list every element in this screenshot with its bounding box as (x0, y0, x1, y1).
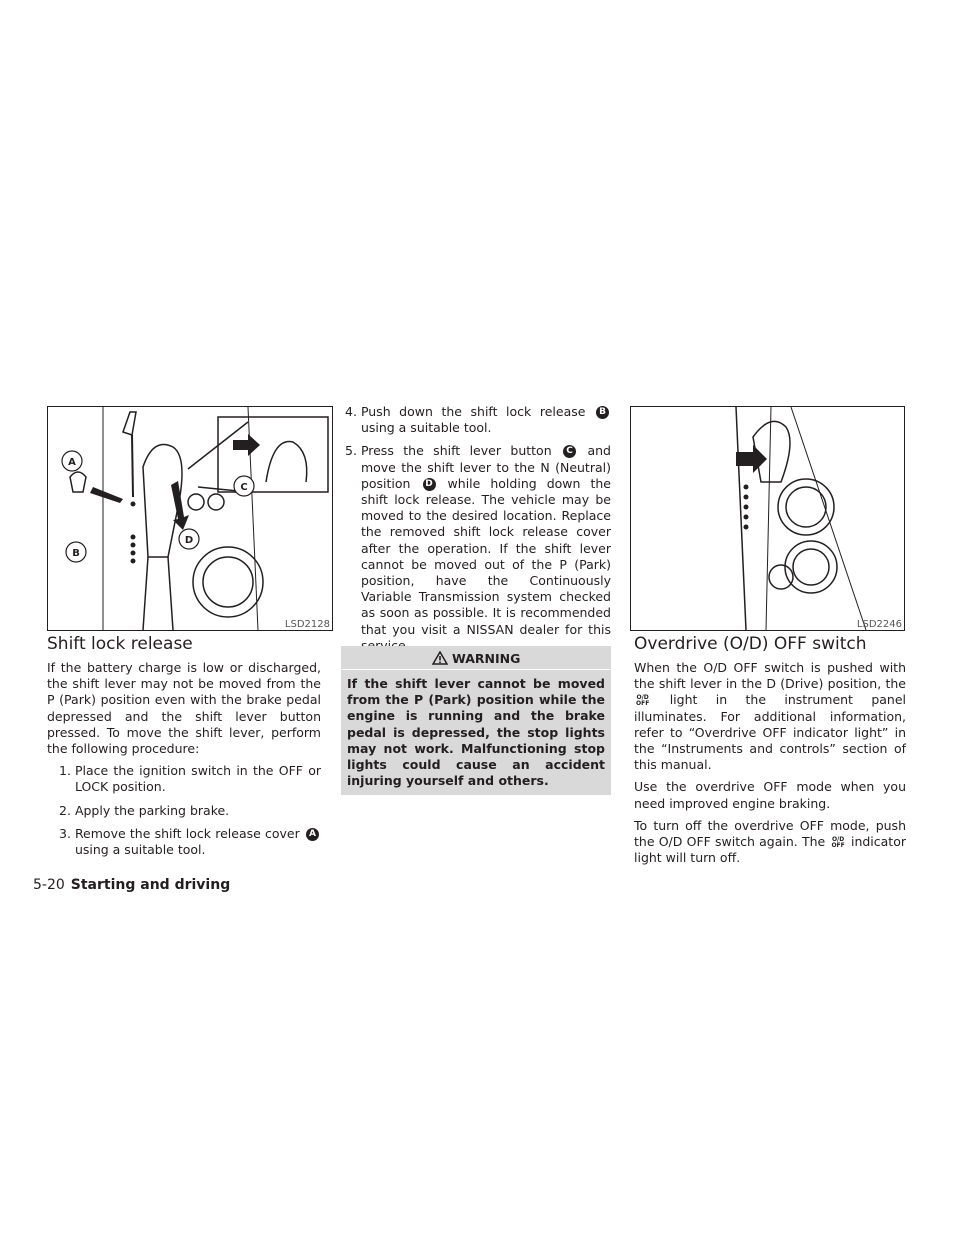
step-4: 4. Push down the shift lock release B using a suitable tool. (341, 404, 611, 436)
page-footer (33, 877, 230, 893)
shift-lock-body (47, 660, 321, 865)
warning-box (341, 646, 611, 795)
overdrive-p2: Use the overdrive OFF mode when you need improved engine braking. (634, 779, 906, 811)
warning-label: WARNING (452, 651, 521, 666)
label-d: D (184, 535, 194, 546)
warning-header (341, 646, 611, 670)
shift-lock-body-cont (341, 404, 611, 661)
figure-code-right: LSD2246 (856, 619, 902, 630)
overdrive-body (634, 660, 906, 872)
shift-lock-title: Shift lock release (47, 634, 193, 654)
warning-triangle-icon (432, 651, 448, 665)
label-c: C (240, 482, 248, 493)
warning-text: If the shift lever cannot be moved from the P (Park) position while the engine is running and the brake pedal is depressed, the stop lights may not work. Malfunctioning stop lights could cause an accident injuring yourself and others. (347, 676, 605, 789)
overdrive-p3: To turn off the overdrive OFF mode, push the O/D OFF switch again. The O/D OFF indicator light will turn off. (634, 817, 906, 866)
figure-code-left: LSD2128 (284, 619, 330, 630)
od-off-icon: O/D OFF (636, 693, 650, 707)
overdrive-p1: When the O/D OFF switch is pushed with the shift lever in the D (Drive) position, the O/D OFF light in the instrument panel illuminates. For additional information, refer to “Overdrive OFF indicator light” in the “Instruments and controls” section of this manual. (634, 660, 906, 773)
page-number: 5-20 (33, 877, 65, 893)
shift-lock-intro: If the battery charge is low or discharged, the shift lever may not be moved from the P (Park) position even with the brake pedal depressed and the shift lever button pressed. To move the shift lever, perform the following procedure: (47, 660, 321, 757)
callout-d-icon: D (423, 478, 436, 491)
step-1: 1. Place the ignition switch in the OFF or LOCK position. (59, 763, 321, 795)
shift-lock-figure (47, 406, 333, 631)
label-b: B (72, 548, 80, 559)
section-name: Starting and driving (70, 877, 231, 893)
overdrive-switch-figure (630, 406, 905, 631)
step-5: 5. Press the shift lever button C and move the shift lever to the N (Neutral) position D while holding down the shift lock release. The vehicle may be moved to the desired location. Replace the removed shift lock release cover after the operation. If the shift lever cannot be moved out of the P (Park) position, have the Continuously Variable Transmission system checked as soon as possible. It is recommended that you visit a NISSAN dealer for this (345, 443, 611, 637)
shift-lever-illustration (48, 407, 332, 630)
od-off-icon: O/D OFF (831, 835, 845, 849)
label-a: A (68, 457, 76, 468)
overdrive-title: Overdrive (O/D) OFF switch (634, 634, 867, 654)
callout-c-icon: C (563, 445, 576, 458)
callout-a-icon: A (306, 828, 319, 841)
step-3: 3. Remove the shift lock release cover A using a suitable tool. (47, 826, 321, 858)
console-illustration (631, 407, 904, 630)
step-2: 2. Apply the parking brake. (59, 802, 230, 818)
callout-b-icon: B (596, 406, 609, 419)
